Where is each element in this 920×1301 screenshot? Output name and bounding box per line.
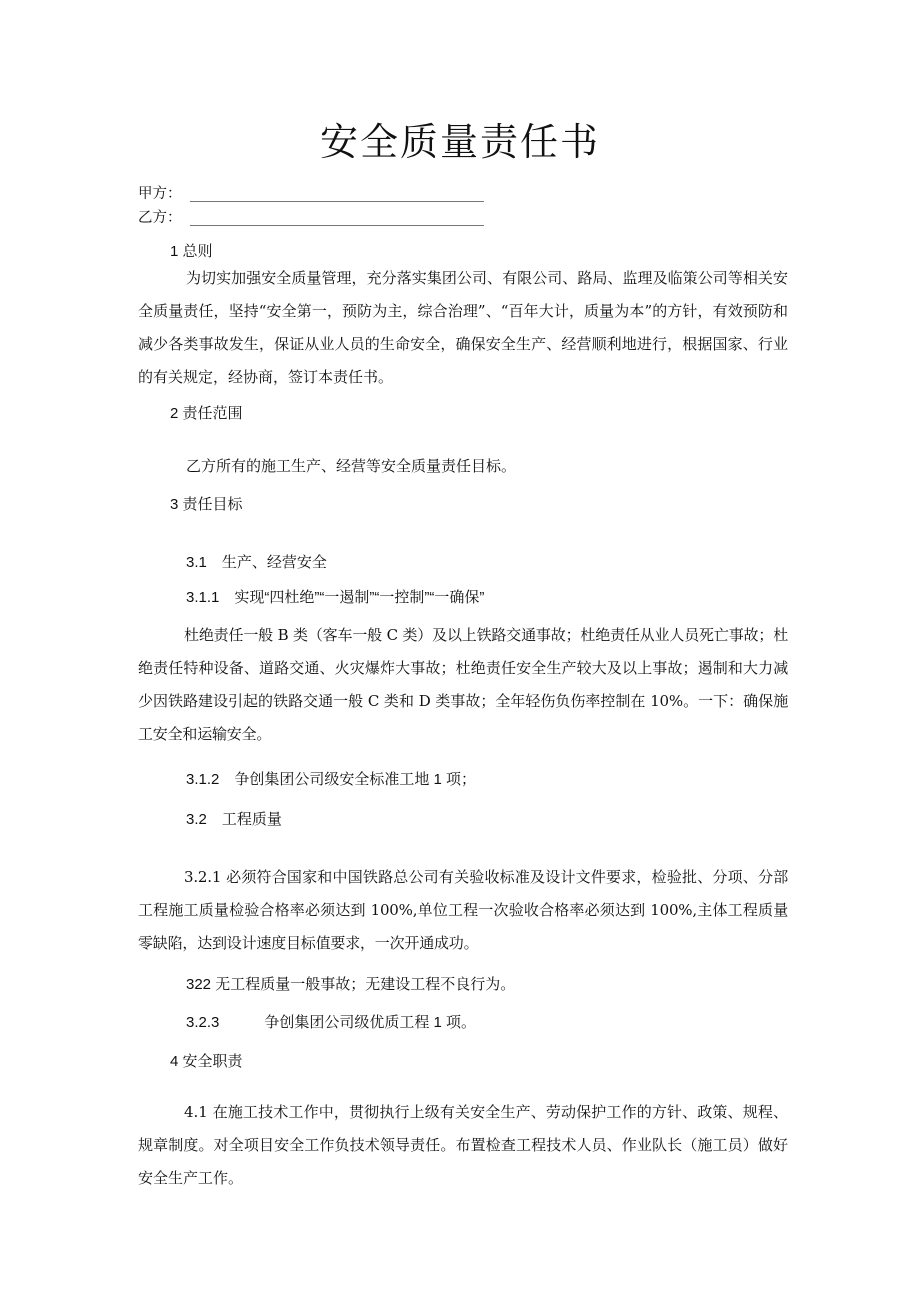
section-3-1-1-paragraph: 杜绝责任一般 B 类（客车一般 C 类）及以上铁路交通事故；杜绝责任从业人员死亡事故；杜绝责任特种设备、道路交通、火灾爆炸大事故；杜绝责任安全生产较大及以上事故；遏制和大力减少因铁路建设引起的铁路交通一般 C 类和 D 类事故；全年轻伤负伤率控制在 10%。一下：确保施工安全和运输安全。 [138,626,788,743]
section-3-2-heading: 3.2 工程质量 [186,811,282,828]
party-a-blank-line [190,201,484,202]
section-2-heading: 2 责任范围 [170,405,243,422]
party-b-row [138,208,182,228]
section-4-heading: 4 安全职责 [170,1053,243,1070]
document-title: 安全质量责任书 [319,120,600,164]
party-b-label: 乙方： [138,210,182,226]
section-2-paragraph: 乙方所有的施工生产、经营等安全质量责任目标。 [186,457,517,475]
party-b-blank-line [190,225,484,226]
section-3-2-2-line: 322 无工程质量一般事故；无建设工程不良行为。 [186,976,516,993]
party-a-row [138,184,182,204]
section-4-1-paragraph: 4.1 在施工技术工作中，贯彻执行上级有关安全生产、劳动保护工作的方针、政策、规程、规章制度。对全项目安全工作负技术领导责任。布置检查工程技术人员、作业队长（施工员）做好安全生产工作。 [138,1103,788,1187]
section-1-heading: 1 总则 [170,243,213,260]
section-3-1-heading: 3.1 生产、经营安全 [186,554,327,571]
section-3-1-1-heading: 3.1.1 实现“四杜绝”“一遏制”“一控制”“一确保” [186,589,485,606]
party-a-label: 甲方： [138,186,182,202]
section-3-heading: 3 责任目标 [170,496,243,513]
section-3-1-2-line: 3.1.2 争创集团公司级安全标准工地 1 项； [186,771,477,788]
section-3-2-1-paragraph: 3.2.1 必须符合国家和中国铁路总公司有关验收标准及设计文件要求，检验批、分项、分部工程施工质量检验合格率必须达到 100%,单位工程一次验收合格率必须达到 100%,主体工程质量零缺陷，达到设计速度目标值要求，一次开通成功。 [138,868,788,952]
section-3-2-3-line: 3.2.3 争创集团公司级优质工程 1 项。 [186,1014,477,1031]
section-1-paragraph: 为切实加强安全质量管理，充分落实集团公司、有限公司、路局、监理及临策公司等相关安全质量责任，坚持“安全第一，预防为主，综合治理”、“百年大计，质量为本”的方针，有效预防和减少各类事故发生，保证从业人员的生命安全，确保安全生产、经营顺利地进行，根据国家、行业的有关规定，经协商，签订本责任书。 [138,269,788,386]
